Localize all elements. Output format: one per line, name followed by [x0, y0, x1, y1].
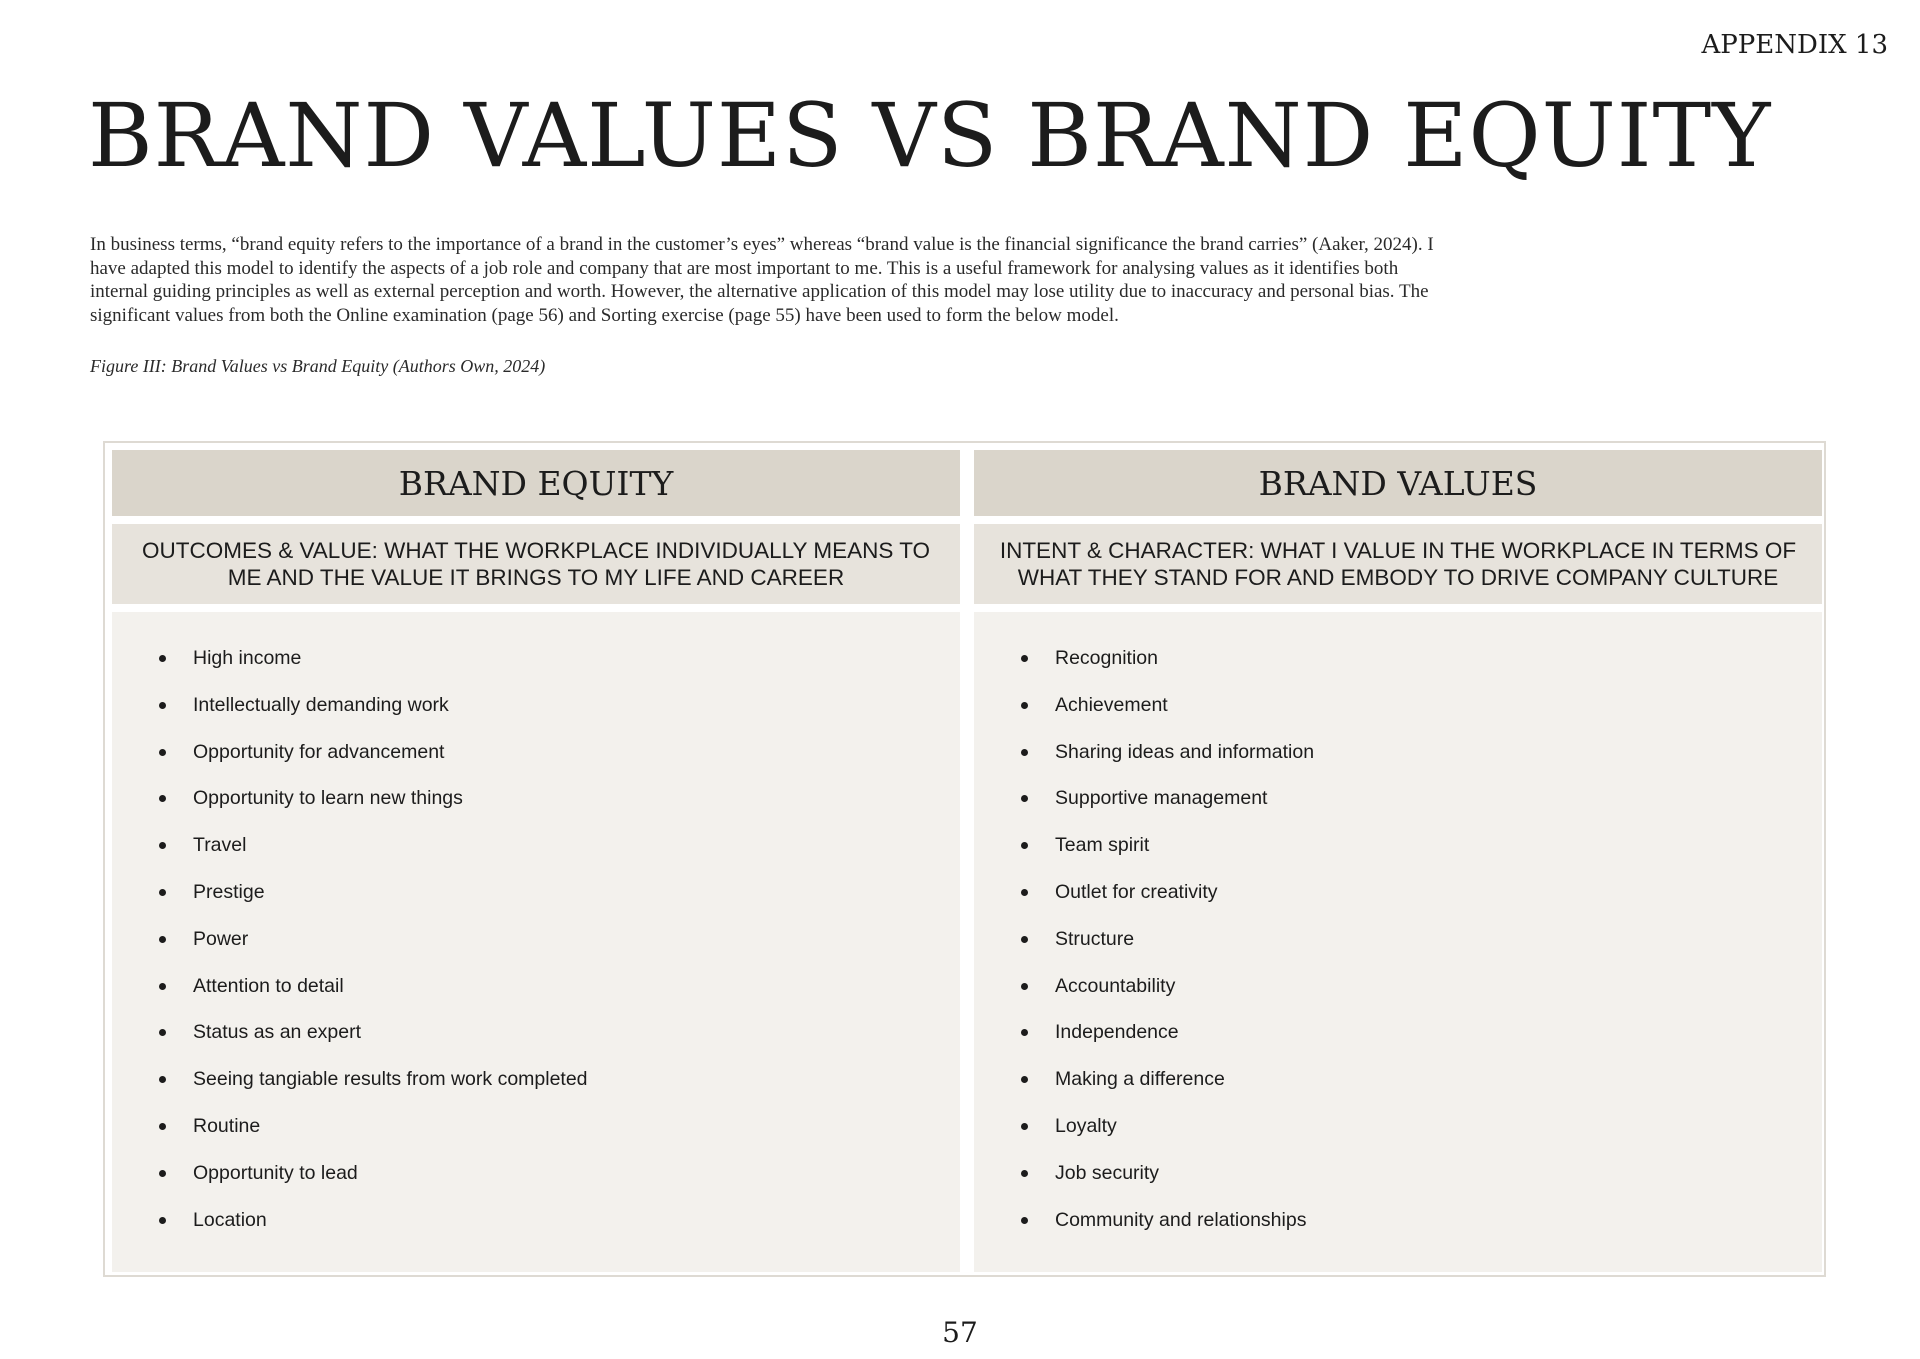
bullet-icon — [159, 749, 166, 756]
list-item-label: Attention to detail — [193, 974, 344, 997]
list-item-label: Routine — [193, 1114, 261, 1137]
bullet-icon — [159, 936, 166, 943]
list-item — [1021, 1154, 1822, 1201]
list-item — [159, 686, 960, 733]
list-item-label: Supportive management — [1055, 787, 1268, 810]
list-item-label: Independence — [1055, 1021, 1179, 1044]
list-item — [1021, 1060, 1822, 1107]
list-item — [159, 733, 960, 780]
brand-equity-heading: BRAND EQUITY — [112, 450, 960, 516]
list-item-label: Achievement — [1055, 693, 1168, 716]
list-item — [1021, 1201, 1822, 1248]
brand-equity-subheading: OUTCOMES & VALUE: WHAT THE WORKPLACE INDIVIDUALLY MEANS TO ME AND THE VALUE IT BRINGS TO MY LIFE AND CAREER — [112, 524, 960, 604]
bullet-icon — [159, 1170, 166, 1177]
bullet-icon — [159, 1029, 166, 1036]
list-item-label: Intellectually demanding work — [193, 693, 449, 716]
bullet-icon — [1021, 1217, 1028, 1224]
bullet-icon — [1021, 1123, 1028, 1130]
bullet-icon — [1021, 749, 1028, 756]
list-item — [159, 1060, 960, 1107]
bullet-icon — [159, 889, 166, 896]
list-item-label: Recognition — [1055, 647, 1158, 669]
intro-paragraph: In business terms, “brand equity refers to the importance of a brand in the customer’s eyes” whereas “brand value is the financial significance the brand carries” (Aaker, 2024). I have adapted this model to identify the aspects of a job role and company that are most important to me. This is a useful framework for analysing values as it identifies both internal guiding principles as well as external perception and worth. However, the alternative application of this model may lose utility due to inaccuracy and personal bias. The significant values from both the Online examination (page 56) and Sorting exercise (page 55) have been used to form the below model. — [90, 234, 1434, 326]
list-item — [159, 873, 960, 920]
brand-equity-column — [112, 450, 960, 1272]
list-item-label: Travel — [193, 834, 247, 857]
list-item — [159, 967, 960, 1014]
list-item — [1021, 873, 1822, 920]
list-item — [159, 779, 960, 826]
list-item-label: Team spirit — [1055, 834, 1150, 857]
list-item — [1021, 686, 1822, 733]
list-item — [159, 826, 960, 873]
bullet-icon — [1021, 1029, 1028, 1036]
bullet-icon — [159, 1076, 166, 1083]
list-item — [1021, 733, 1822, 780]
list-item — [1021, 779, 1822, 826]
bullet-icon — [1021, 889, 1028, 896]
list-item — [159, 1013, 960, 1060]
bullet-icon — [159, 795, 166, 802]
bullet-icon — [159, 702, 166, 709]
list-item-label: Making a difference — [1055, 1068, 1225, 1091]
brand-values-subheading: INTENT & CHARACTER: WHAT I VALUE IN THE WORKPLACE IN TERMS OF WHAT THEY STAND FOR AND EMBODY TO DRIVE COMPANY CULTURE — [974, 524, 1822, 604]
bullet-icon — [1021, 936, 1028, 943]
brand-equity-list — [112, 639, 960, 1247]
list-item — [1021, 639, 1822, 686]
list-item-label: Status as an expert — [193, 1021, 362, 1044]
brand-values-heading: BRAND VALUES — [974, 450, 1822, 516]
bullet-icon — [1021, 842, 1028, 849]
brand-values-list — [974, 639, 1822, 1247]
bullet-icon — [1021, 1170, 1028, 1177]
bullet-icon — [1021, 1076, 1028, 1083]
list-item-label: High income — [193, 647, 302, 669]
bullet-icon — [159, 983, 166, 990]
page-number: 57 — [942, 1316, 978, 1349]
list-item — [1021, 1107, 1822, 1154]
brand-model-frame — [103, 441, 1826, 1277]
brand-values-column — [974, 450, 1822, 1272]
list-item-label: Opportunity to learn new things — [193, 787, 463, 810]
list-item-label: Opportunity for advancement — [193, 740, 445, 763]
list-item — [1021, 967, 1822, 1014]
brand-equity-list-panel — [112, 612, 960, 1272]
appendix-label: APPENDIX 13 — [1701, 30, 1888, 60]
bullet-icon — [159, 1217, 166, 1224]
list-item-label: Sharing ideas and information — [1055, 740, 1315, 763]
list-item-label: Loyalty — [1055, 1114, 1117, 1137]
list-item-label: Accountability — [1055, 974, 1176, 997]
bullet-icon — [159, 655, 166, 662]
list-item — [1021, 826, 1822, 873]
list-item — [159, 1107, 960, 1154]
bullet-icon — [1021, 655, 1028, 662]
list-item — [159, 920, 960, 967]
list-item-label: Prestige — [193, 880, 265, 903]
page-title: BRAND VALUES VS BRAND EQUITY — [88, 84, 1772, 187]
list-item — [159, 1201, 960, 1248]
bullet-icon — [1021, 983, 1028, 990]
bullet-icon — [1021, 795, 1028, 802]
list-item — [159, 639, 960, 686]
list-item — [159, 1154, 960, 1201]
list-item-label: Community and relationships — [1055, 1208, 1307, 1231]
list-item-label: Location — [193, 1208, 267, 1231]
list-item-label: Job security — [1055, 1161, 1160, 1184]
list-item-label: Outlet for creativity — [1055, 880, 1218, 903]
list-item-label: Structure — [1055, 927, 1135, 950]
list-item-label: Seeing tangiable results from work completed — [193, 1068, 588, 1091]
list-item — [1021, 1013, 1822, 1060]
bullet-icon — [159, 1123, 166, 1130]
list-item-label: Opportunity to lead — [193, 1161, 358, 1184]
figure-caption: Figure III: Brand Values vs Brand Equity (Authors Own, 2024) — [90, 356, 546, 376]
brand-values-list-panel — [974, 612, 1822, 1272]
bullet-icon — [159, 842, 166, 849]
bullet-icon — [1021, 702, 1028, 709]
list-item — [1021, 920, 1822, 967]
list-item-label: Power — [193, 927, 249, 950]
